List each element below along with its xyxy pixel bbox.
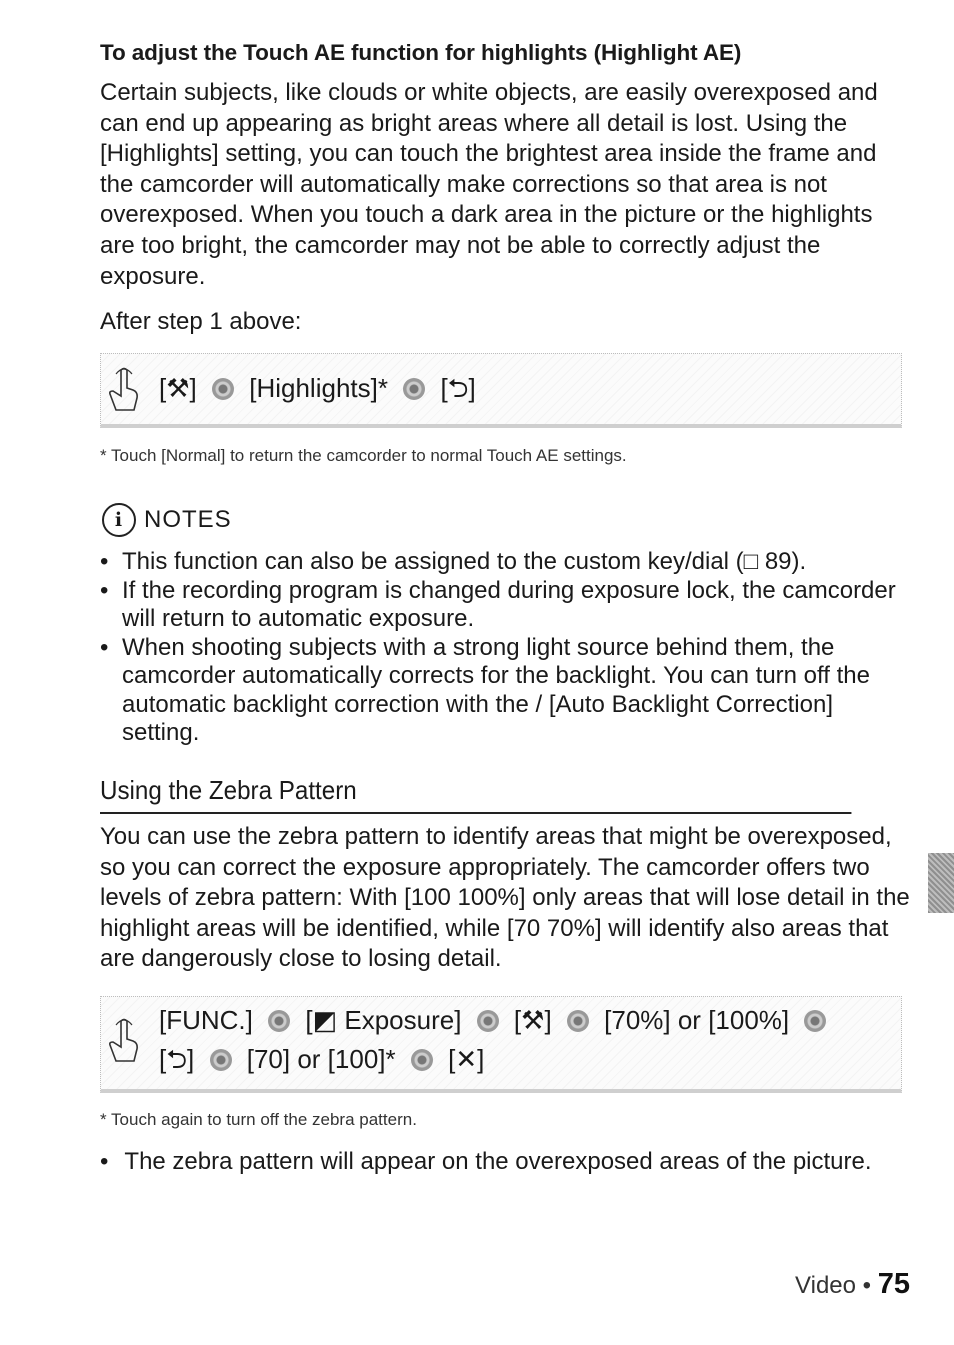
notes-header: [102, 503, 232, 537]
procedure-box-highlights: [100, 353, 902, 428]
footnote: * Touch again to turn off the zebra pattern.: [100, 1110, 417, 1129]
next-step-arrow-icon: [477, 1010, 499, 1032]
procedure-line: [159, 370, 476, 414]
info-icon: i: [102, 503, 136, 537]
procedure-box-zebra: [100, 996, 902, 1093]
procedure-line: [159, 1041, 484, 1085]
after-step-label: After step 1 above:: [100, 308, 302, 335]
menu-settings-bracket: [⚒]: [513, 1005, 552, 1035]
exposure-option: [◩ Exposure]: [305, 1005, 462, 1035]
chapter-tab: [928, 853, 954, 913]
notes-list: [100, 548, 910, 748]
notes-label: NOTES: [144, 506, 232, 533]
list-item: • If the recording program is changed during exposure lock, the camcorder will return to automatic exposure.: [100, 577, 910, 634]
list-item: • When shooting subjects with a strong light source behind them, the camcorder automatically corrects for the backlight. You can turn off the automatic backlight correction with the / [Auto Backlight Correction] setting.: [100, 634, 910, 748]
zebra-note: • The zebra pattern will appear on the overexposed areas of the picture.: [100, 1148, 872, 1176]
footnote: * Touch [Normal] to return the camcorder to normal Touch AE settings.: [100, 446, 627, 465]
close-option: [✕]: [448, 1044, 485, 1074]
touch-hand-icon: [107, 366, 141, 414]
zebra-level-option: [70%] or [100%]: [604, 1005, 790, 1035]
touch-hand-icon: [107, 1017, 141, 1065]
intro-paragraph: Certain subjects, like clouds or white objects, are easily overexposed and can end up appearing as bright areas where all detail is lost. Using the [Highlights] setting, you can touch the brightest area inside the frame and the camcorder will automatically make corrections so that area is not overexposed. When you touch a dark area in the picture or the highlights are too bright, the camcorder may not be able to correctly adjust the exposure.: [100, 79, 878, 290]
next-step-arrow-icon: [212, 378, 234, 400]
next-step-arrow-icon: [268, 1010, 290, 1032]
procedure-line: [159, 1005, 834, 1036]
page-number: 75: [877, 1268, 910, 1300]
next-step-arrow-icon: [403, 378, 425, 400]
section-title: Using the Zebra Pattern: [100, 775, 851, 814]
next-step-arrow-icon: [804, 1010, 826, 1032]
menu-settings-bracket: [⚒]: [159, 373, 197, 403]
zebra-paragraph: You can use the zebra pattern to identify areas that might be overexposed, so you can correct the exposure appropriately. The camcorder offers two levels of zebra pattern: With [100 100%] only areas that will lose detail in the highlight areas will be identified, while [70 70%] will identify also areas that are dangerously close to losing detail.: [100, 823, 910, 973]
func-option: [FUNC.]: [159, 1005, 253, 1035]
back-option: [⮌]: [159, 1044, 195, 1074]
page-section-label: Video •: [795, 1272, 872, 1299]
next-step-arrow-icon: [411, 1049, 433, 1071]
subsection-heading: To adjust the Touch AE function for highlights (Highlight AE): [100, 40, 742, 65]
next-step-arrow-icon: [567, 1010, 589, 1032]
list-item: • This function can also be assigned to the custom key/dial (□ 89).: [100, 548, 910, 577]
back-option: [⮌]: [440, 373, 476, 403]
zebra-option: [70] or [100]*: [246, 1044, 396, 1074]
next-step-arrow-icon: [210, 1049, 232, 1071]
highlights-option: [Highlights]*: [249, 373, 388, 403]
page-footer: [795, 1268, 910, 1301]
